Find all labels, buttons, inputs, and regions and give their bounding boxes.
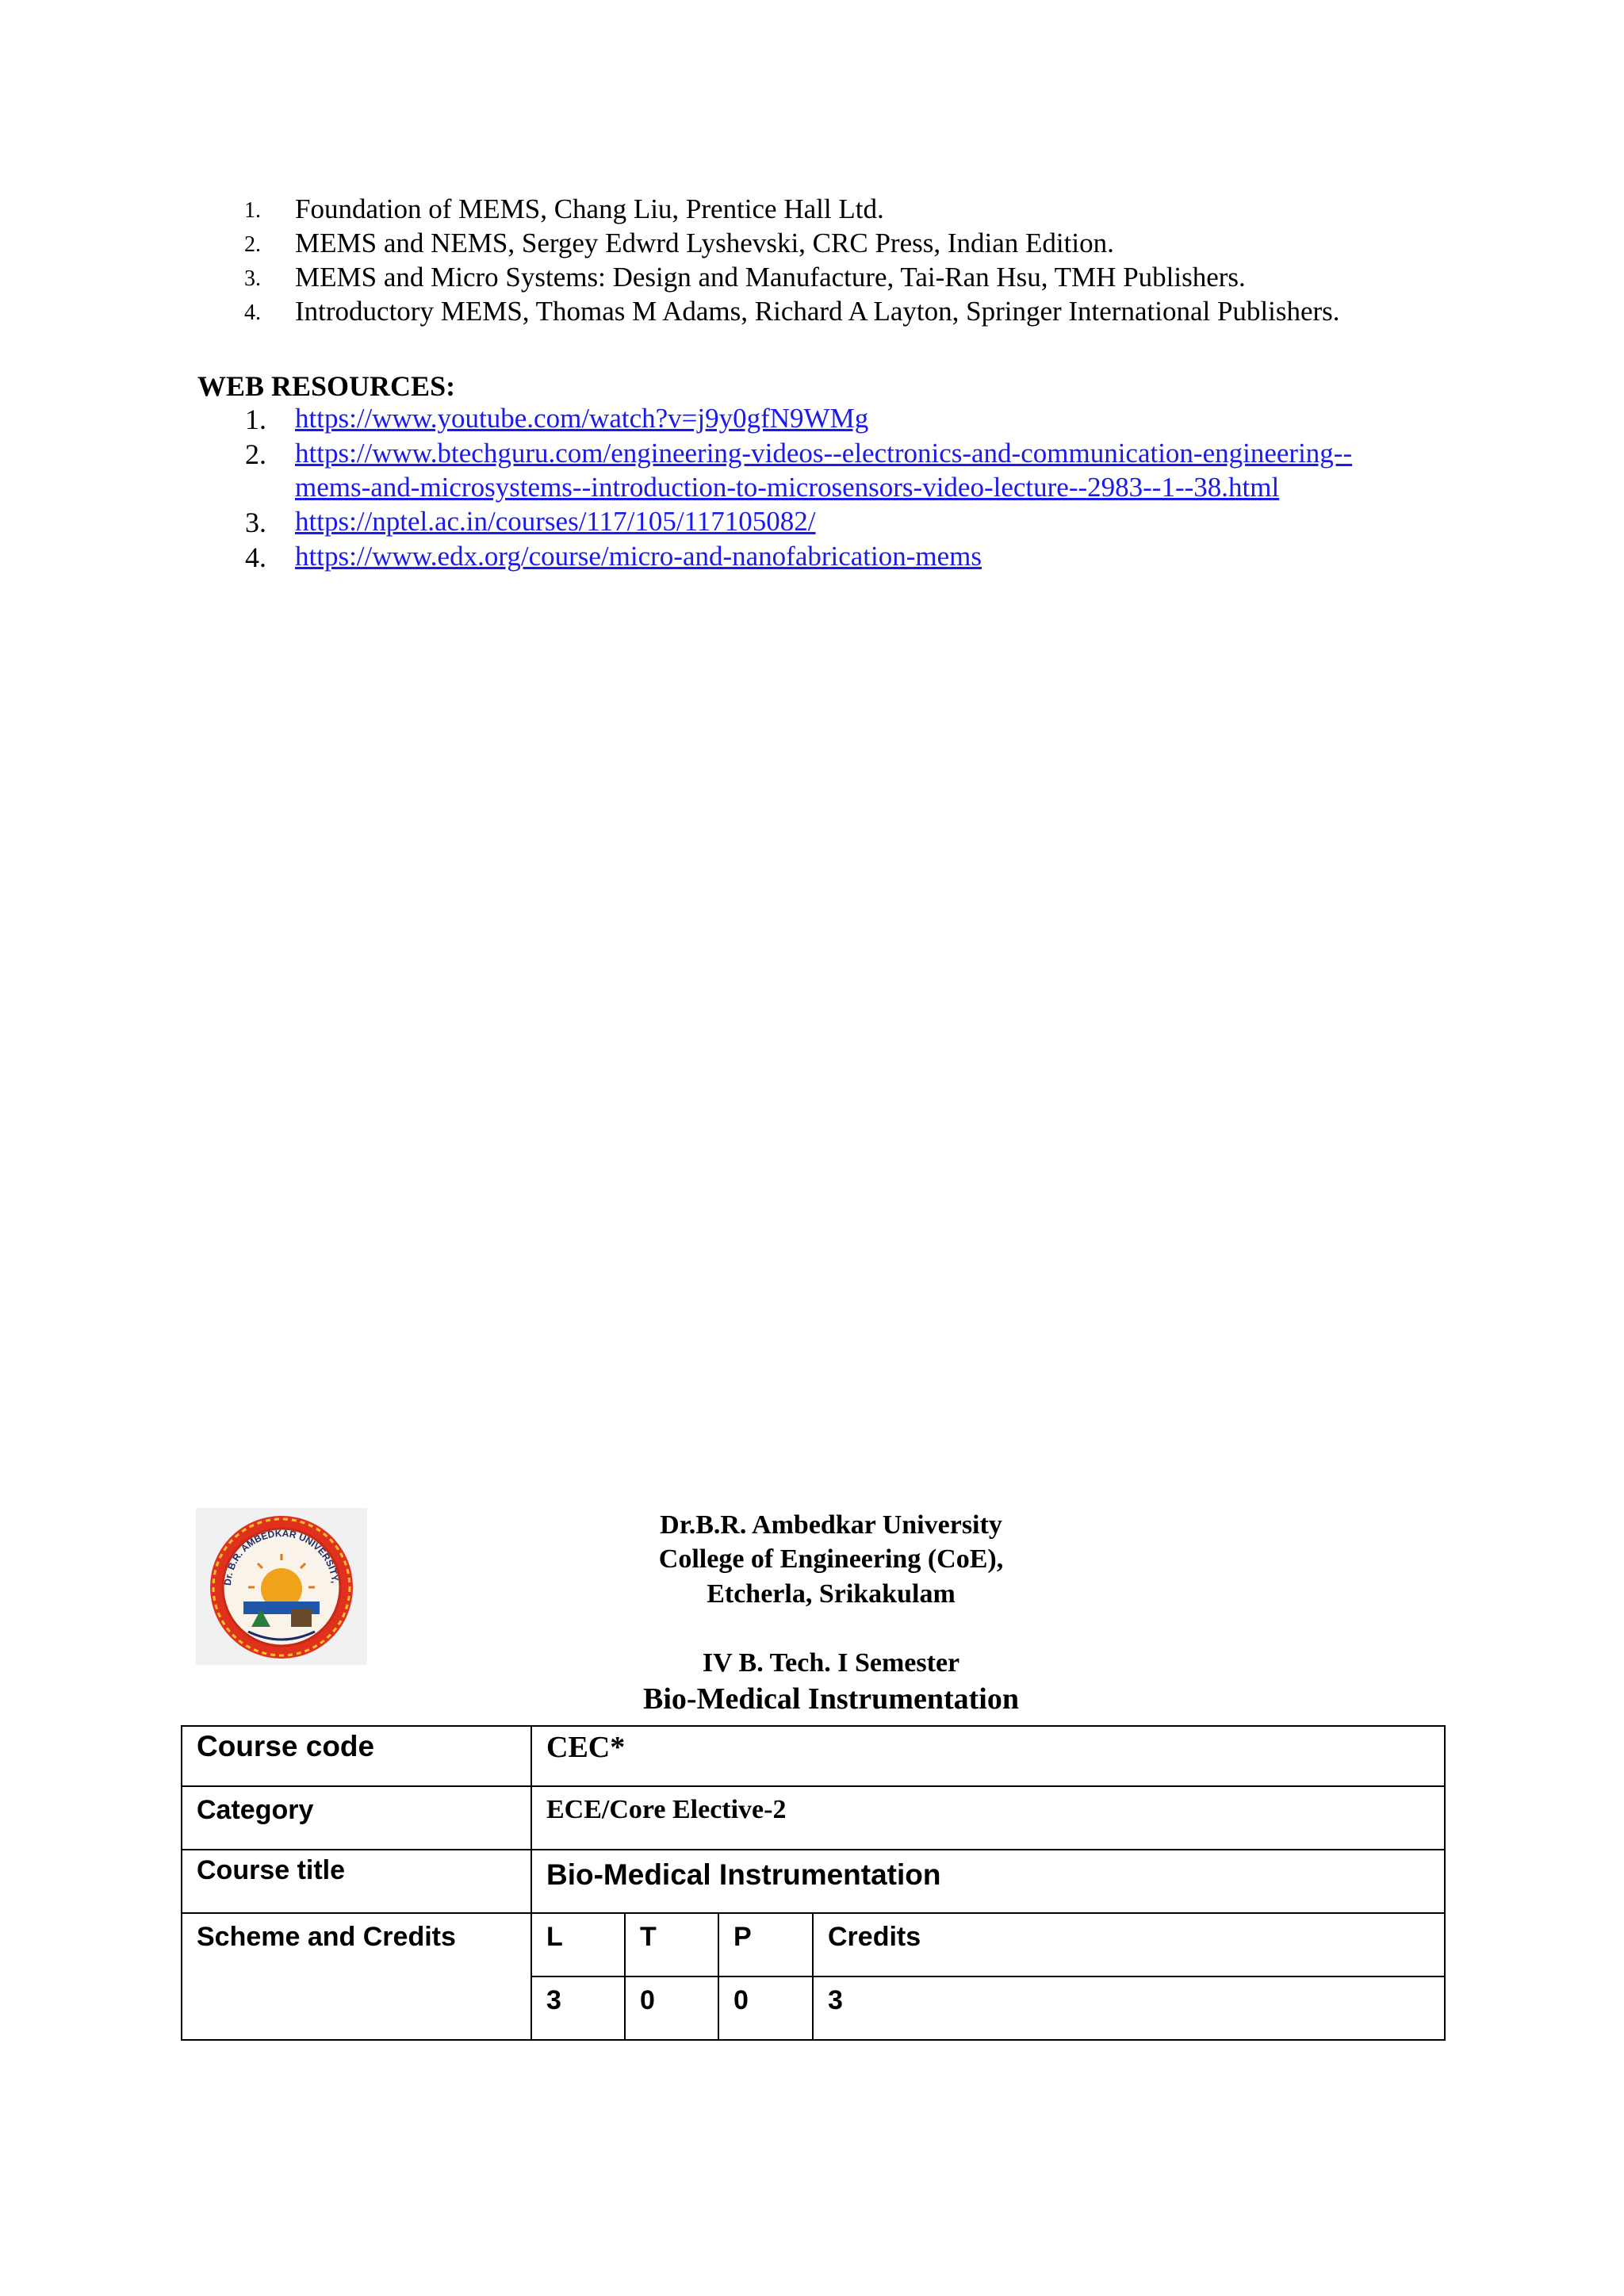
scheme-value-cell: 3: [531, 1976, 625, 2040]
list-item: [0, 296, 1624, 331]
web-resource-link[interactable]: https://nptel.ac.in/courses/117/105/117105082/: [295, 506, 816, 537]
course-title-label: Course title: [182, 1850, 531, 1913]
list-number: 4.: [244, 300, 261, 325]
course-heading: Bio-Medical Instrumentation: [643, 1682, 1019, 1716]
list-item: [0, 262, 1624, 297]
list-number: 1.: [245, 404, 266, 435]
course-details-table: [181, 1725, 1446, 2041]
book-citation: Foundation of MEMS, Chang Liu, Prentice Hall Ltd.: [295, 193, 884, 224]
college-location: Etcherla, Srikakulam: [707, 1579, 956, 1609]
course-code-label: Course code: [182, 1726, 531, 1786]
table-row: [182, 1786, 1445, 1850]
web-resource-link[interactable]: mems-and-microsystems--introduction-to-microsensors-video-lecture--2983--1--38.html: [295, 472, 1280, 503]
seal-text: Dr. B.R. AMBEDKAR UNIVERSITY,: [221, 1527, 341, 1586]
college-name: College of Engineering (CoE),: [658, 1544, 1004, 1574]
web-resources-heading: WEB RESOURCES:: [197, 370, 456, 402]
scheme-credits-label: Scheme and Credits: [182, 1913, 531, 2040]
scheme-header-cell: Credits: [813, 1913, 1445, 1976]
list-number: 2.: [245, 438, 266, 470]
list-number: 4.: [245, 541, 266, 573]
semester-heading: IV B. Tech. I Semester: [702, 1648, 960, 1678]
scheme-header-cell: P: [718, 1913, 813, 1976]
web-resource-link[interactable]: https://www.youtube.com/watch?v=j9y0gfN9WMg: [295, 403, 869, 434]
scheme-header-cell: L: [531, 1913, 625, 1976]
list-number: 2.: [244, 232, 261, 257]
book-citation: MEMS and NEMS, Sergey Edwrd Lyshevski, CRC Press, Indian Edition.: [295, 228, 1114, 258]
book-citation: Introductory MEMS, Thomas M Adams, Richard A Layton, Springer International Publishers.: [295, 296, 1340, 327]
table-row: [182, 1726, 1445, 1786]
scheme-value-cell: 0: [718, 1976, 813, 2040]
list-item: [0, 228, 1624, 262]
book-citation: MEMS and Micro Systems: Design and Manufacture, Tai-Ran Hsu, TMH Publishers.: [295, 262, 1246, 293]
scheme-value-cell: 0: [625, 1976, 718, 2040]
web-resource-link[interactable]: https://www.edx.org/course/micro-and-nanofabrication-mems: [295, 541, 982, 572]
list-number: 3.: [245, 507, 266, 538]
table-row: [182, 1850, 1445, 1913]
course-title-value: Bio-Medical Instrumentation: [531, 1850, 1445, 1913]
course-code-value: CEC*: [531, 1726, 1445, 1786]
web-resource-link[interactable]: https://www.btechguru.com/engineering-videos--electronics-and-communication-engineering--: [295, 438, 1353, 469]
scheme-header-cell: T: [625, 1913, 718, 1976]
list-number: 3.: [244, 266, 261, 291]
list-number: 1.: [244, 198, 261, 223]
list-item: [0, 193, 1624, 228]
table-row: [182, 1913, 1445, 1976]
university-name: Dr.B.R. Ambedkar University: [660, 1510, 1002, 1540]
building-icon: [291, 1609, 312, 1627]
scheme-value-cell: 3: [813, 1976, 1445, 2040]
category-value: ECE/Core Elective-2: [531, 1786, 1445, 1850]
category-label: Category: [182, 1786, 531, 1850]
